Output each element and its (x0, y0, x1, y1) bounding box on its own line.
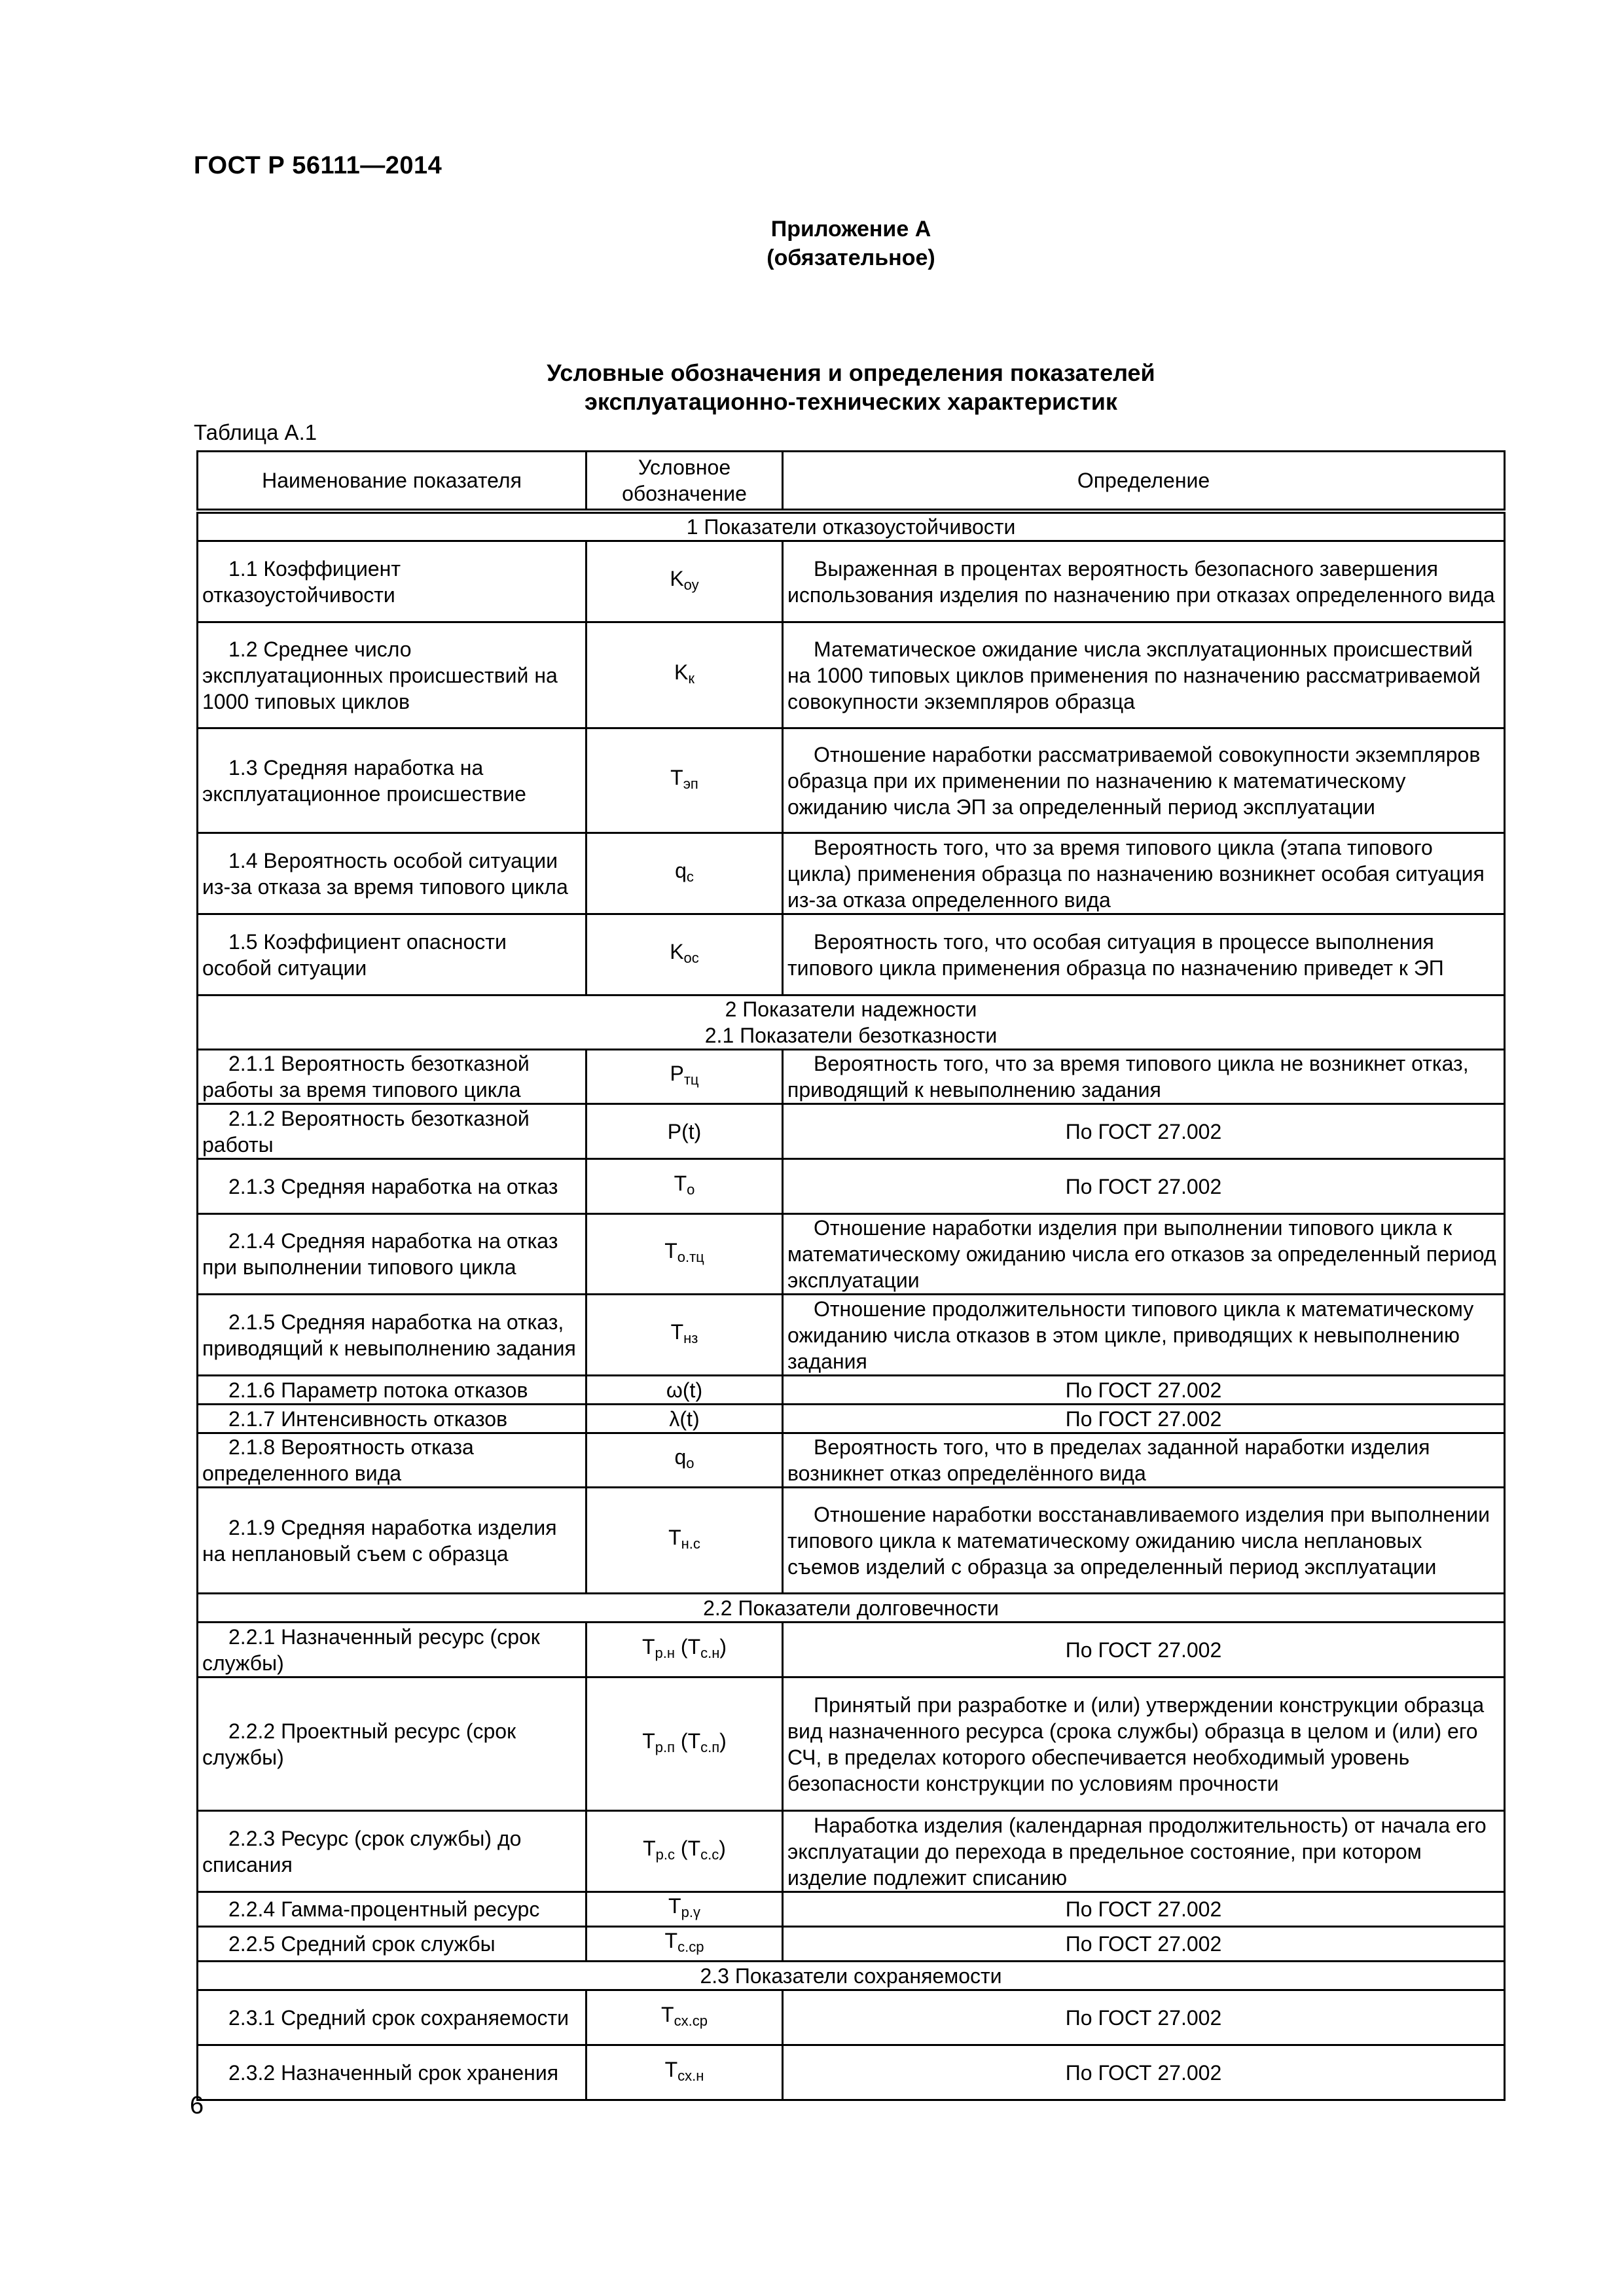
indicator-name (198, 1295, 586, 1376)
indicator-name (198, 1050, 586, 1104)
title-line-1: Условные обозначения и определения показателей (547, 359, 1155, 386)
symbol-main: T (642, 1729, 655, 1753)
table-row (198, 914, 1505, 996)
table-row (198, 1295, 1505, 1376)
indicator-definition-text: Отношение наработки рассматриваемой совокупности экземпляров образца при их применении по назначению к математическому ожиданию числа ЭП за определенный период эксплуатации (787, 742, 1481, 819)
symbol-main: ω(t) (666, 1378, 703, 1402)
symbol-alt-subscript: с.с (700, 1846, 719, 1863)
indicator-definition-text: По ГОСТ 27.002 (1065, 1119, 1222, 1143)
symbol-subscript: о (686, 1455, 695, 1471)
symbol-main: K (670, 939, 684, 963)
table-row (198, 541, 1505, 622)
indicator-name (198, 1159, 586, 1214)
symbol-subscript: р.п (655, 1738, 676, 1755)
indicator-symbol (586, 1214, 783, 1295)
indicator-definition (783, 1405, 1505, 1433)
indicator-name (198, 1488, 586, 1594)
indicator-definition (783, 1892, 1505, 1927)
table-body (198, 511, 1505, 2100)
indicator-definition (783, 1214, 1505, 1295)
symbol-subscript: с.ср (677, 1939, 704, 1955)
indicator-name (198, 1405, 586, 1433)
table-label: Таблица А.1 (194, 420, 317, 444)
indicator-name-text: 2.1.3 Средняя наработка на отказ (228, 1174, 558, 1198)
indicator-name (198, 541, 586, 622)
symbol-alt-main: T (687, 1836, 701, 1860)
indicator-name (198, 728, 586, 833)
indicator-name-text: 1.3 Средняя наработка на эксплуатационное происшествие (202, 755, 526, 806)
indicator-definition (783, 1488, 1505, 1594)
indicator-symbol: $T_{р.п}$ $(T_{с.п})$ (586, 1677, 783, 1811)
symbol-alt-subscript: с.п (700, 1738, 720, 1755)
indicator-definition (783, 1623, 1505, 1677)
indicator-symbol (586, 1295, 783, 1376)
indicator-name (198, 1376, 586, 1405)
indicator-definition-text: Отношение продолжительности типового цикла к математическому ожиданию числа отказов в этом цикле, приводящих к невыполнению задания (787, 1297, 1474, 1373)
symbol-main: λ(t) (669, 1407, 700, 1431)
indicator-symbol (586, 1050, 783, 1104)
section-row (198, 1962, 1505, 1990)
indicator-symbol: $T_{р.с}$ $(T_{с.с})$ (586, 1811, 783, 1892)
indicator-definition (783, 1433, 1505, 1488)
table-row (198, 1927, 1505, 1962)
indicator-symbol: $T_{р.н}$ $(T_{с.н})$ (586, 1623, 783, 1677)
indicator-symbol (586, 1488, 783, 1594)
symbol-subscript: сх.н (677, 2067, 704, 2084)
indicator-name-text: 2.1.8 Вероятность отказа определенного вида (202, 1435, 474, 1485)
indicator-name (198, 1214, 586, 1295)
indicators-table (196, 450, 1506, 2101)
section-title (198, 1594, 1505, 1623)
table-row (198, 1159, 1505, 1214)
symbol-main: P (670, 1062, 684, 1085)
symbol-main: q (674, 1445, 687, 1469)
table-row (198, 1376, 1505, 1405)
indicator-name (198, 914, 586, 996)
indicator-name (198, 1892, 586, 1927)
indicator-definition-text: Наработка изделия (календарная продолжительность) от начала его эксплуатации до перехода в предельное состояние, при котором изделие подлежит списанию (787, 1813, 1487, 1890)
indicator-name (198, 622, 586, 728)
indicator-name (198, 1677, 586, 1811)
indicator-symbol (586, 1990, 783, 2045)
indicator-definition-text: Отношение наработки восстанавливаемого изделия при выполнении типового цикла к математическому ожиданию числа неплановых съемов изделий с образца за определенный период эксплуатации (787, 1502, 1490, 1579)
symbol-subscript: р.с (655, 1846, 676, 1863)
indicator-name (198, 1623, 586, 1677)
indicator-name (198, 1433, 586, 1488)
indicator-definition (783, 2045, 1505, 2100)
indicator-definition (783, 1811, 1505, 1892)
table-row (198, 1811, 1505, 1892)
section-title-text: 1 Показатели отказоустойчивости (686, 515, 1016, 539)
symbol-subscript: эп (683, 775, 698, 792)
symbol-main: T (674, 1171, 687, 1195)
table-row (198, 1214, 1505, 1295)
indicator-definition-text: Вероятность того, что за время типового цикла не возникнет отказ, приводящий к невыполнению задания (787, 1052, 1469, 1102)
indicator-definition-text: По ГОСТ 27.002 (1065, 1897, 1222, 1921)
indicator-definition (783, 1376, 1505, 1405)
indicator-symbol (586, 1927, 783, 1962)
symbol-subscript: с (686, 868, 694, 885)
table-row (198, 1433, 1505, 1488)
indicator-definition-text: По ГОСТ 27.002 (1065, 1407, 1222, 1431)
indicator-name-text: 2.2.2 Проектный ресурс (срок службы) (202, 1719, 516, 1769)
appendix-title: Приложение А (770, 217, 931, 242)
indicator-name-text: 1.4 Вероятность особой ситуации из-за отказа за время типового цикла (202, 848, 568, 899)
indicator-name-text: 2.2.1 Назначенный ресурс (срок службы) (202, 1624, 540, 1675)
indicator-name-text: 2.1.2 Вероятность безотказной работы (202, 1106, 530, 1157)
indicator-name-text: 2.1.6 Параметр потока отказов (228, 1378, 528, 1402)
indicator-definition (783, 914, 1505, 996)
indicator-definition (783, 1990, 1505, 2045)
table-row (198, 1104, 1505, 1159)
indicator-definition (783, 1159, 1505, 1214)
symbol-subscript: о.тц (677, 1249, 704, 1265)
indicator-symbol (586, 1104, 783, 1159)
indicator-name-text: 2.3.2 Назначенный срок хранения (228, 2060, 559, 2085)
indicator-symbol (586, 541, 783, 622)
indicator-definition (783, 728, 1505, 833)
table-row (198, 1050, 1505, 1104)
appendix-heading (0, 215, 1624, 272)
indicator-symbol (586, 622, 783, 728)
indicator-definition (783, 1104, 1505, 1159)
indicator-definition-text: По ГОСТ 27.002 (1065, 1378, 1222, 1402)
table-row (198, 1405, 1505, 1433)
indicator-definition (783, 541, 1505, 622)
indicator-definition-text: По ГОСТ 27.002 (1065, 2060, 1222, 2085)
table-row (198, 1990, 1505, 2045)
indicator-symbol (586, 2045, 783, 2100)
standard-code: ГОСТ Р 56111—2014 (194, 152, 442, 179)
symbol-main: T (670, 1319, 684, 1344)
symbol-main: P(t) (667, 1119, 702, 1143)
title-line-2: эксплуатационно-технических характеристик (585, 388, 1117, 415)
section-title (198, 1962, 1505, 1990)
indicator-definition-text: Вероятность того, что в пределах заданной наработки изделия возникнет отказ определённого вида (787, 1435, 1430, 1485)
indicator-name (198, 1990, 586, 2045)
indicator-name-text: 1.5 Коэффициент опасности особой ситуации (202, 929, 507, 980)
symbol-alt-main: T (687, 1634, 701, 1659)
indicator-symbol (586, 1376, 783, 1405)
table-row (198, 2045, 1505, 2100)
page-number: 6 (190, 2092, 204, 2119)
indicator-name-text: 2.1.5 Средняя наработка на отказ, приводящий к невыполнению задания (202, 1310, 576, 1360)
indicator-name-text: 1.1 Коэффициент отказоустойчивости (202, 556, 401, 607)
table-row (198, 1488, 1505, 1594)
indicator-definition-text: По ГОСТ 27.002 (1065, 2005, 1222, 2030)
appendix-status: (обязательное) (767, 245, 935, 270)
indicator-definition-text: Отношение наработки изделия при выполнении типового цикла к математическому ожиданию числа его отказов за определенный период эксплуатации (787, 1216, 1496, 1292)
symbol-alt-subscript: с.н (700, 1644, 720, 1661)
indicator-name-text: 2.1.4 Средняя наработка на отказ при выполнении типового цикла (202, 1229, 558, 1279)
symbol-main: K (670, 566, 684, 590)
indicator-name (198, 833, 586, 914)
section-row (198, 1594, 1505, 1623)
symbol-subscript: н.с (681, 1535, 700, 1552)
symbol-main: T (668, 1525, 681, 1549)
header-definition: Определение (783, 452, 1505, 512)
symbol-main: K (674, 660, 689, 684)
indicator-definition-text: Принятый при разработке и (или) утверждении конструкции образца вид назначенного ресурса (срока службы) образца в целом и (или) его СЧ, в пределах которого обеспечивается необходимый уровень безопасности конструкции по условиям прочности (787, 1693, 1485, 1795)
symbol-subscript: тц (683, 1071, 699, 1088)
indicator-name-text: 2.3.1 Средний срок сохраняемости (228, 2005, 569, 2030)
indicator-name-text: 1.2 Среднее число эксплуатационных происшествий на 1000 типовых циклов (202, 637, 558, 713)
indicator-definition-text: Математическое ожидание числа эксплуатационных происшествий на 1000 типовых циклов применения по назначению рассматриваемой совокупности экземпляров образца (787, 637, 1481, 713)
indicator-definition (783, 622, 1505, 728)
symbol-main: q (675, 858, 687, 882)
symbol-main: T (664, 2057, 678, 2081)
indicator-symbol (586, 1159, 783, 1214)
indicator-definition (783, 1050, 1505, 1104)
indicator-definition (783, 1295, 1505, 1376)
table-row (198, 728, 1505, 833)
header-name: Наименование показателя (198, 452, 586, 512)
symbol-main: T (668, 1894, 681, 1918)
indicator-definition (783, 1677, 1505, 1811)
table-row (198, 1677, 1505, 1811)
symbol-subscript: нз (683, 1329, 698, 1346)
indicator-symbol (586, 1405, 783, 1433)
table-row (198, 1892, 1505, 1927)
symbol-subscript: сх.ср (674, 2012, 708, 2029)
table-row (198, 1623, 1505, 1677)
indicator-name-text: 2.1.9 Средняя наработка изделия на неплановый съем с образца (202, 1515, 557, 1566)
indicator-name-text: 2.2.3 Ресурс (срок службы) до списания (202, 1826, 522, 1876)
indicator-definition (783, 833, 1505, 914)
symbol-subscript: оу (683, 576, 699, 593)
subsection-title-text: 2.1 Показатели безотказности (704, 1024, 998, 1047)
symbol-subscript: к (688, 670, 695, 687)
symbol-subscript: о (687, 1181, 695, 1198)
indicator-symbol (586, 914, 783, 996)
indicator-definition-text: Вероятность того, что за время типового цикла (этапа типового цикла) применения образца по назначению возникнет особая ситуация из-за отказа определенного вида (787, 835, 1485, 912)
table-row (198, 833, 1505, 914)
indicator-name-text: 2.2.5 Средний срок службы (228, 1932, 496, 1956)
section-row (198, 511, 1505, 541)
indicator-definition (783, 1927, 1505, 1962)
section-title-text: 2.2 Показатели долговечности (703, 1596, 999, 1620)
indicator-name (198, 1927, 586, 1962)
indicator-symbol (586, 1433, 783, 1488)
indicator-definition-text: По ГОСТ 27.002 (1065, 1932, 1222, 1956)
symbol-main: T (661, 2002, 674, 2026)
header-symbol: Условное обозначение (586, 452, 783, 512)
symbol-main: T (643, 1836, 656, 1860)
table-row (198, 622, 1505, 728)
section-title (198, 511, 1505, 541)
indicator-symbol (586, 728, 783, 833)
section-title-text: 2 Показатели надежности (725, 997, 977, 1021)
indicator-name (198, 2045, 586, 2100)
indicator-name-text: 2.2.4 Гамма-процентный ресурс (228, 1897, 540, 1921)
symbol-subscript: ос (683, 949, 699, 966)
indicator-name (198, 1811, 586, 1892)
symbol-subscript: р.н (655, 1644, 676, 1661)
document-title (0, 359, 1624, 416)
indicator-definition-text: Вероятность того, что особая ситуация в процессе выполнения типового цикла применения образца по назначению приведет к ЭП (787, 929, 1444, 980)
indicator-name (198, 1104, 586, 1159)
indicator-definition-text: По ГОСТ 27.002 (1065, 1638, 1222, 1662)
section-title (198, 996, 1505, 1050)
symbol-alt-main: T (687, 1729, 701, 1753)
indicator-symbol (586, 833, 783, 914)
symbol-main: T (664, 1239, 677, 1263)
symbol-subscript: р.γ (681, 1904, 700, 1920)
table-header-row (198, 452, 1505, 512)
symbol-main: T (664, 1929, 678, 1952)
symbol-main: T (670, 765, 683, 789)
section-title-text: 2.3 Показатели сохраняемости (700, 1964, 1002, 1988)
symbol-main: T (641, 1634, 655, 1659)
section-row (198, 996, 1505, 1050)
indicator-name-text: 2.1.7 Интенсивность отказов (228, 1407, 508, 1431)
indicator-definition-text: По ГОСТ 27.002 (1065, 1174, 1222, 1198)
indicator-name-text: 2.1.1 Вероятность безотказной работы за время типового цикла (202, 1052, 530, 1102)
indicator-symbol (586, 1892, 783, 1927)
indicator-definition-text: Выраженная в процентах вероятность безопасного завершения использования изделия по назначению при отказах определенного вида (787, 556, 1495, 607)
